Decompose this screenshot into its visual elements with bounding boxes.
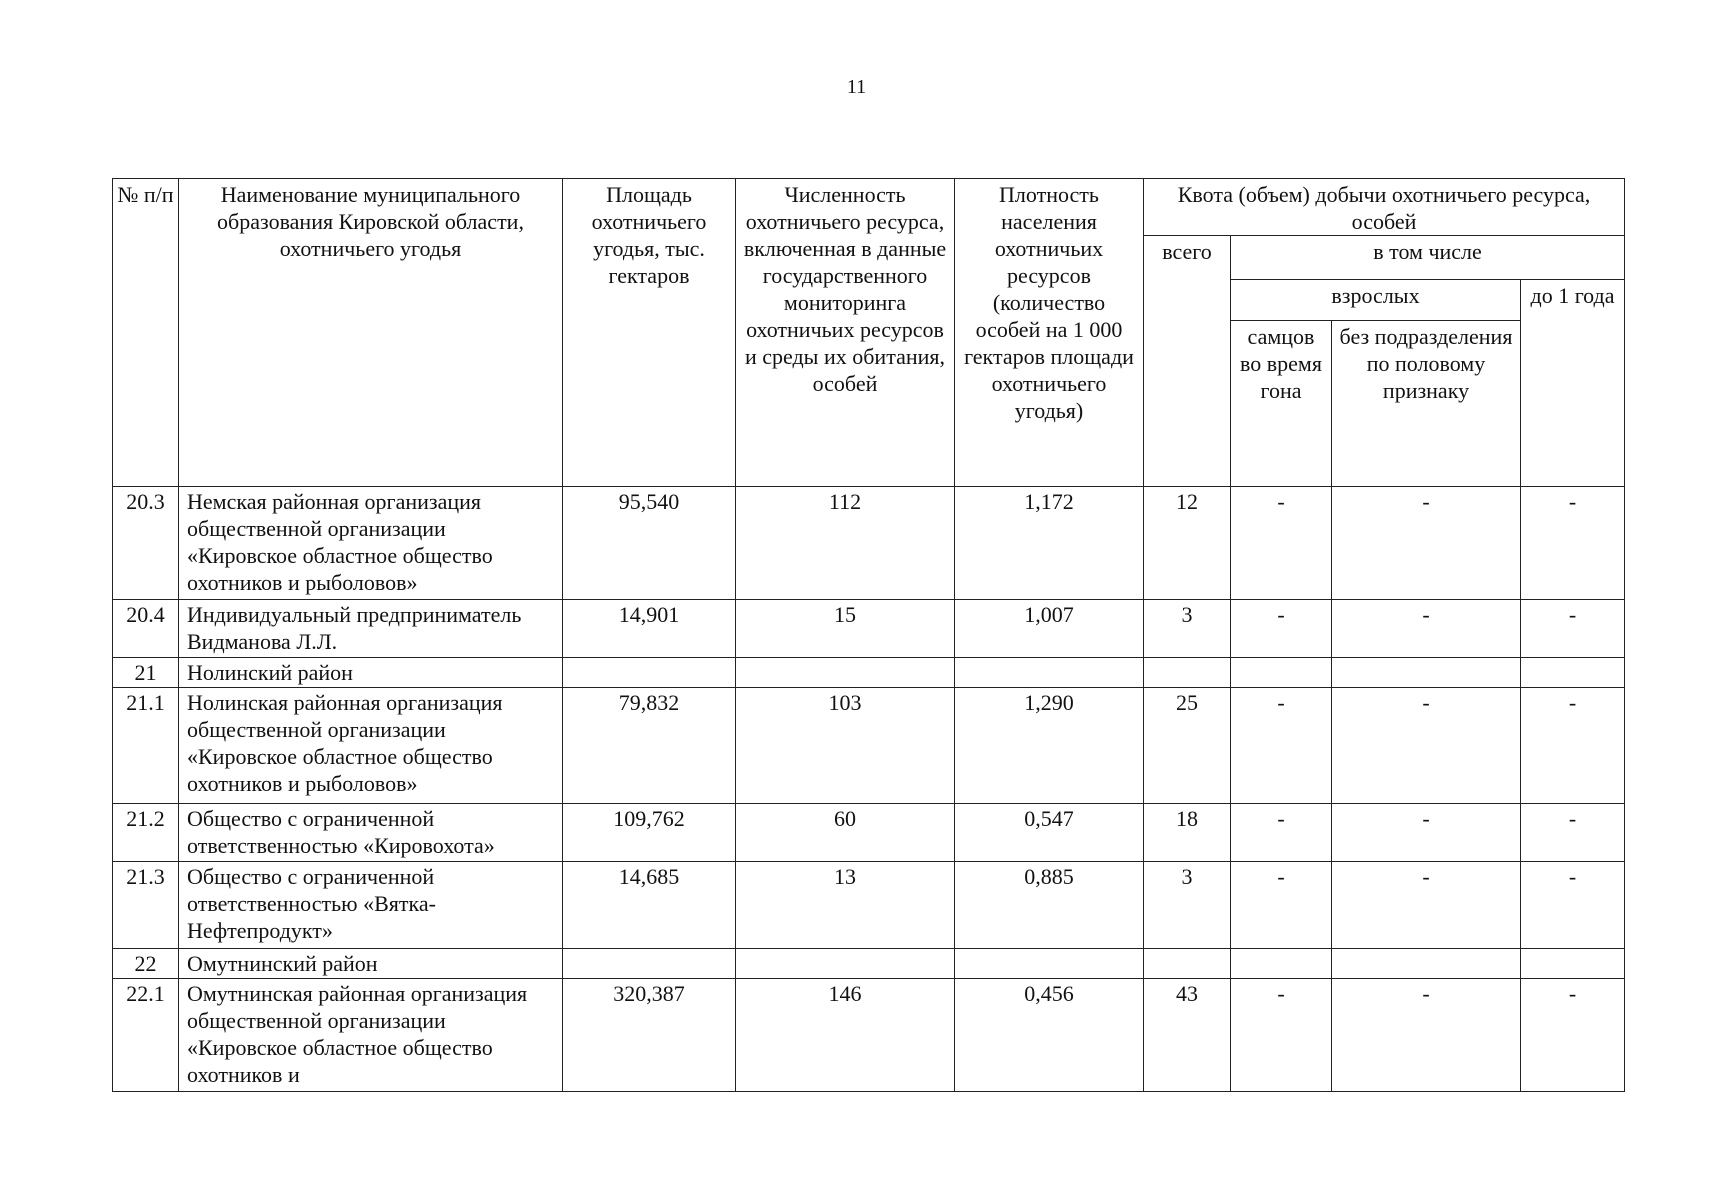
row-num: 20.4 (113, 600, 179, 658)
row-name: Нолинская районная организация общественной организации «Кировское областное общество охотников и рыболовов» (179, 688, 563, 804)
row-total: 43 (1144, 979, 1231, 1092)
table-row (113, 688, 1625, 804)
row-males: - (1231, 804, 1332, 862)
row-name: Общество с ограниченной ответственностью «Вятка-Нефтепродукт» (179, 862, 563, 949)
row-area: 14,901 (563, 600, 736, 658)
row-num: 20.3 (113, 487, 179, 600)
header-no-sex-division: без подразделения по половому признаку (1332, 321, 1521, 487)
row-num: 22 (113, 949, 179, 979)
row-count: 146 (736, 979, 955, 1092)
row-density: 0,885 (955, 862, 1144, 949)
row-count: 60 (736, 804, 955, 862)
row-area: 95,540 (563, 487, 736, 600)
row-males: - (1231, 600, 1332, 658)
row-density: 0,456 (955, 979, 1144, 1092)
row-num: 21.3 (113, 862, 179, 949)
row-young: - (1521, 804, 1625, 862)
row-area: 320,387 (563, 979, 736, 1092)
row-name: Нолинский район (179, 658, 563, 688)
row-num: 21.2 (113, 804, 179, 862)
row-area: 14,685 (563, 862, 736, 949)
row-total: 12 (1144, 487, 1231, 600)
row-total (1144, 658, 1231, 688)
header-count: Численность охотничьего ресурса, включенная в данные государственного мониторинга охотничьих ресурсов и среды их обитания, особей (736, 179, 955, 487)
row-density: 1,290 (955, 688, 1144, 804)
row-young: - (1521, 688, 1625, 804)
row-males: - (1231, 688, 1332, 804)
row-total: 3 (1144, 600, 1231, 658)
page-number: 11 (846, 76, 867, 98)
row-no-sex: - (1332, 979, 1521, 1092)
table-row (113, 658, 1625, 688)
quota-table (112, 178, 1625, 1092)
row-males: - (1231, 979, 1332, 1092)
row-no-sex: - (1332, 862, 1521, 949)
table-row (113, 862, 1625, 949)
table-row (113, 804, 1625, 862)
row-young: - (1521, 979, 1625, 1092)
header-num: № п/п (113, 179, 179, 487)
row-density: 1,007 (955, 600, 1144, 658)
row-young (1521, 949, 1625, 979)
row-young: - (1521, 600, 1625, 658)
header-quota: Квота (объем) добычи охотничьего ресурса, особей (1144, 179, 1625, 236)
header-name: Наименование муниципального образования Кировской области, охотничьего угодья (179, 179, 563, 487)
row-area: 79,832 (563, 688, 736, 804)
row-name: Индивидуальный предприниматель Видманова Л.Л. (179, 600, 563, 658)
row-young: - (1521, 862, 1625, 949)
row-count: 15 (736, 600, 955, 658)
table-row (113, 979, 1625, 1092)
row-area: 109,762 (563, 804, 736, 862)
row-no-sex (1332, 658, 1521, 688)
header-males-rut: самцов во время гона (1231, 321, 1332, 487)
row-name: Омутнинский район (179, 949, 563, 979)
row-young: - (1521, 487, 1625, 600)
row-name: Немская районная организация общественной организации «Кировское областное общество охотников и рыболовов» (179, 487, 563, 600)
row-males: - (1231, 862, 1332, 949)
row-no-sex: - (1332, 600, 1521, 658)
header-adults: взрослых (1231, 280, 1521, 321)
row-no-sex (1332, 949, 1521, 979)
header-total: всего (1144, 236, 1231, 487)
row-num: 21.1 (113, 688, 179, 804)
table-row (113, 600, 1625, 658)
row-no-sex: - (1332, 804, 1521, 862)
row-name: Общество с ограниченной ответственностью «Кировохота» (179, 804, 563, 862)
row-count: 103 (736, 688, 955, 804)
row-count (736, 949, 955, 979)
row-total: 25 (1144, 688, 1231, 804)
row-males: - (1231, 487, 1332, 600)
row-density: 0,547 (955, 804, 1144, 862)
header-density: Плотность населения охотничьих ресурсов (количество особей на 1 000 гектаров площади охотничьего угодья) (955, 179, 1144, 487)
row-density: 1,172 (955, 487, 1144, 600)
row-count: 112 (736, 487, 955, 600)
table-row (113, 949, 1625, 979)
row-name: Омутнинская районная организация общественной организации «Кировское областное общество охотников и (179, 979, 563, 1092)
row-males (1231, 658, 1332, 688)
row-num: 21 (113, 658, 179, 688)
row-count (736, 658, 955, 688)
row-total: 3 (1144, 862, 1231, 949)
header-under-one-year: до 1 года (1521, 280, 1625, 487)
row-area (563, 949, 736, 979)
row-males (1231, 949, 1332, 979)
row-young (1521, 658, 1625, 688)
row-density (955, 658, 1144, 688)
row-count: 13 (736, 862, 955, 949)
row-total: 18 (1144, 804, 1231, 862)
row-total (1144, 949, 1231, 979)
header-including: в том числе (1231, 236, 1625, 280)
row-area (563, 658, 736, 688)
table-row (113, 487, 1625, 600)
row-no-sex: - (1332, 688, 1521, 804)
header-area: Площадь охотничьего угодья, тыс. гектаров (563, 179, 736, 487)
row-no-sex: - (1332, 487, 1521, 600)
row-num: 22.1 (113, 979, 179, 1092)
row-density (955, 949, 1144, 979)
